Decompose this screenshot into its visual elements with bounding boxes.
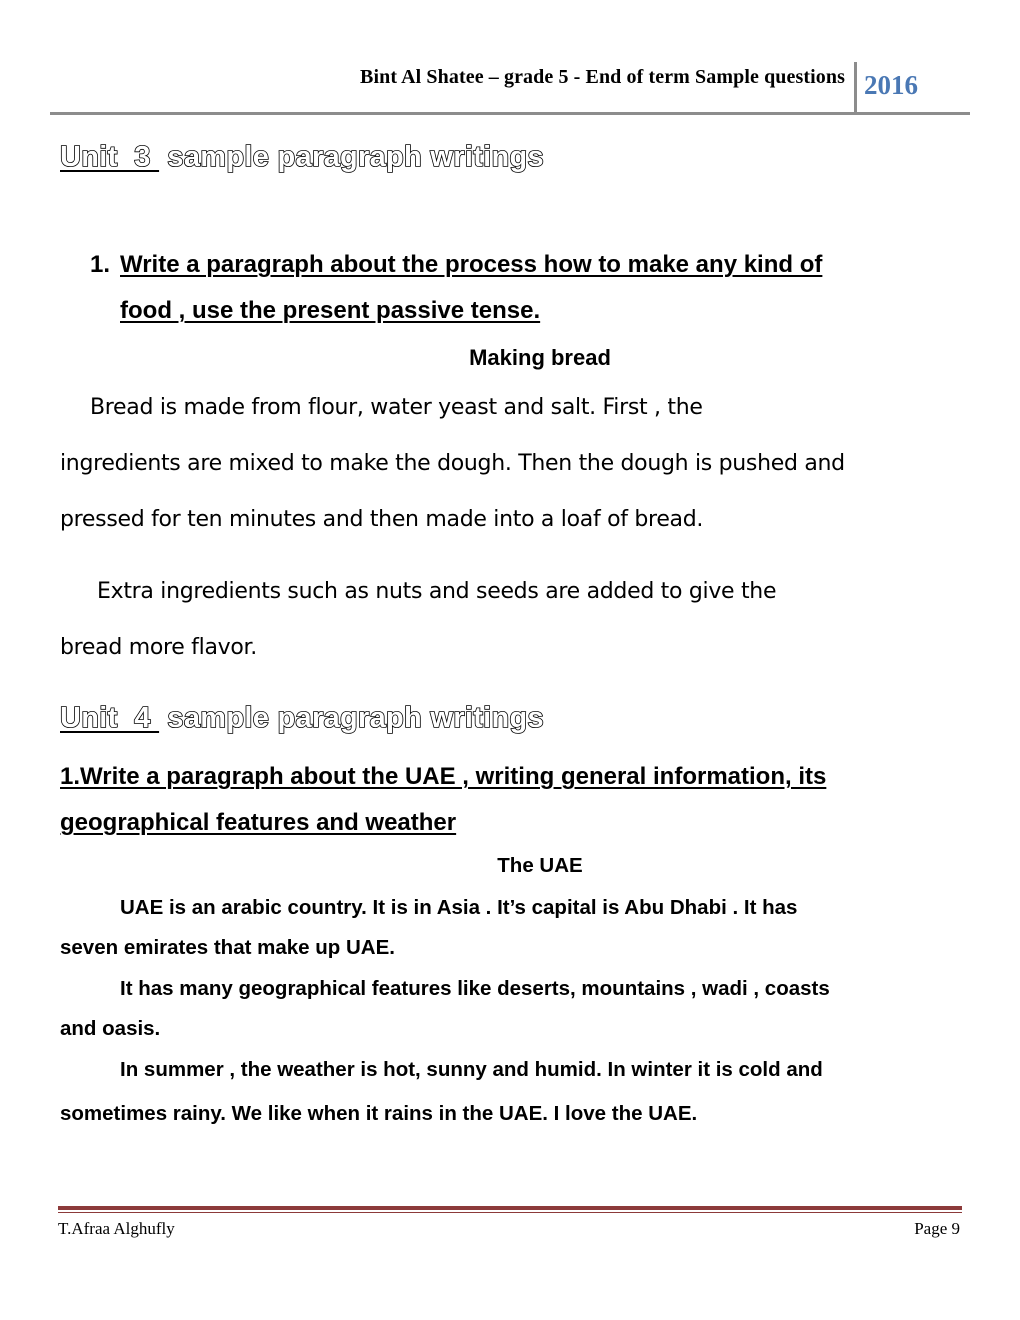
unit4-paragraph-title: The UAE [497,854,583,877]
unit4-p3-line2: sometimes rainy. We like when it rains in the UAE. I love the UAE. [60,1102,698,1125]
footer-divider-thick [58,1206,962,1210]
unit4-p1-line1: UAE is an arabic country. It is in Asia . It’s capital is Abu Dhabi . It has [120,896,798,919]
footer-author: T.Afraa Alghufly [58,1219,175,1238]
header-divider-horizontal [50,112,970,115]
unit4-p2-line1: It has many geographical features like deserts, mountains , wadi , coasts [120,977,830,1000]
unit4-heading-rest: sample paragraph writings [159,702,544,734]
unit3-heading-unit: Unit 3 [60,141,160,173]
unit3-para1-line2: ingredients are mixed to make the dough. Then the dough is pushed and [60,451,845,476]
header-year: 2016 [864,70,918,100]
footer-page-number: Page 9 [914,1219,960,1238]
unit4-p3-line1: In summer , the weather is hot, sunny and humid. In winter it is cold and [120,1058,823,1081]
unit3-question-number: 1. [90,251,111,278]
unit4-heading [60,702,544,735]
unit3-question-line2: food , use the present passive tense. [120,297,541,324]
header-divider-vertical [854,62,857,114]
unit3-para1-line3: pressed for ten minutes and then made into a loaf of bread. [60,507,704,532]
unit3-para1-line1: Bread is made from flour, water yeast and salt. First , the [90,395,703,420]
unit3-heading-rest: sample paragraph writings [159,141,544,173]
unit4-question-line1: 1.Write a paragraph about the UAE , writing general information, its [60,763,827,790]
unit3-paragraph-title: Making bread [469,345,611,370]
unit4-question-line2: geographical features and weather [60,809,457,836]
unit3-heading [60,141,544,174]
header-title: Bint Al Shatee – grade 5 - End of term Sample questions [360,66,845,88]
unit3-para2-line2: bread more flavor. [60,635,257,660]
unit4-p2-line2: and oasis. [60,1017,161,1040]
unit3-para2-line1: Extra ingredients such as nuts and seeds are added to give the [97,579,777,604]
unit4-p1-line2: seven emirates that make up UAE. [60,936,395,959]
footer-divider-thin [58,1212,962,1213]
unit4-heading-unit: Unit 4 [60,702,160,734]
unit3-question-line1: Write a paragraph about the process how to make any kind of [120,251,823,278]
